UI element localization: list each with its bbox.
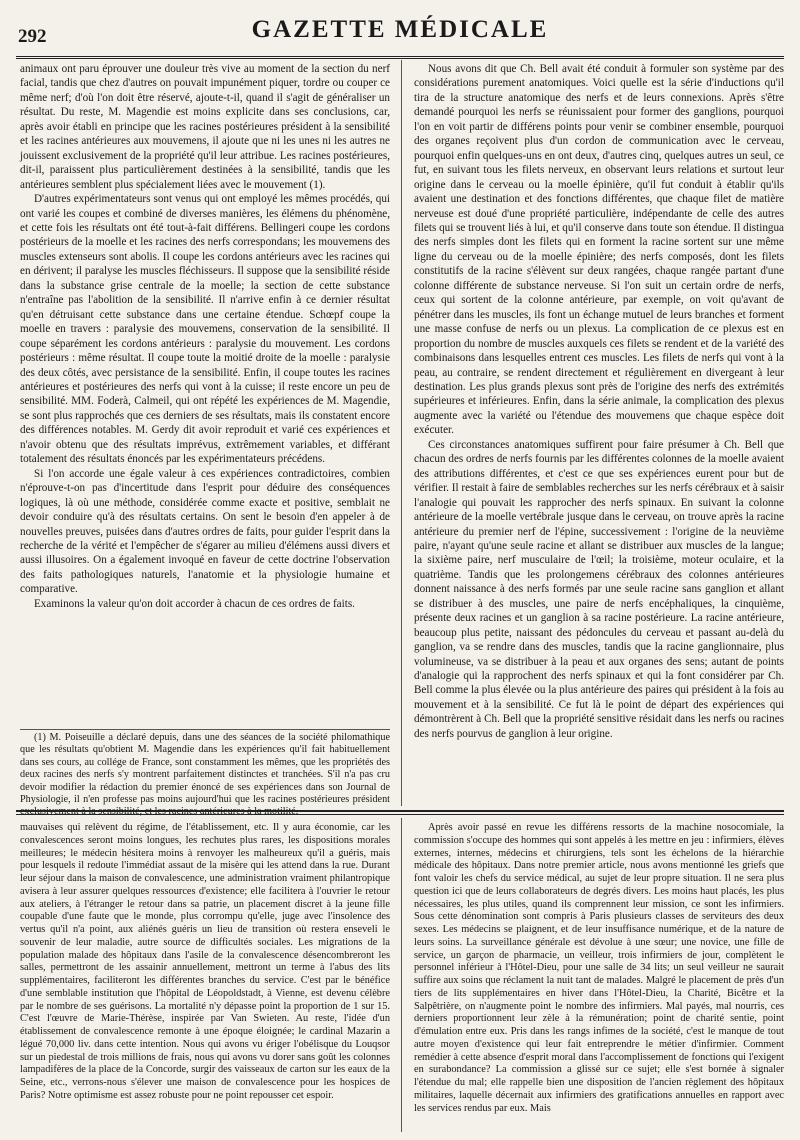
paragraph: Examinons la valeur qu'on doit accorder à chacun de ces ordres de faits. <box>34 597 355 610</box>
paragraph: animaux ont paru éprouver une douleur très vive au moment de la section du nerf facial, tandis que chez d'autres on pouvait impunément piquer, tordre ou couper ce même nerf; d'où l'on doit être réservé, ajoute-t-il, quand il s'agit de généraliser un résultat. Du reste, M. Magendie est moins explicite dans ses conclusions, car, après avoir établi en principe que les racines postérieures président à la sensibilité et les racines antérieures aux mouvemens, il ajoute que ni les unes ni les autres ne jouissent exclusivement de la propriété qu'il leur attribue. Les racines postérieures, dit-il, paraissent plus particulièrement destinées à la sensibilité, tandis que les antérieures semblent plus spécialement liées avec le mouvement (1). <box>20 63 390 191</box>
paragraph: Après avoir passé en revue les différens ressorts de la machine nosocomiale, la commission s'occupe des hommes qui sont appelés à les mettre en jeu : infirmiers, élèves externes, internes, médecins et chirurgiens, tels sont les échelons de la hiérarchie médicale des hôpitaux. Dans notre premier article, nous avons mentionné les griefs que font valoir les chefs du service médical, au sujet de leur propre situation. Il ne sera plus question ici que de leurs collaborateurs de degrés divers. Les moins haut placés, les plus nécessaires, les plus utiles, quand ils comprennent leur mission, ce sont les infirmiers. Sous cette dénomination sont compris à Paris plusieurs classes de serviteurs des deux sexes. Les médecins se plaignent, et de leur insuffisance numérique, et de la nature de leurs soins. La surveillance générale est dévolue à une sœur; une novice, une fille de service, un garçon de pharmacie, un veilleur, trois infirmiers de jour, complètent le personnel inférieur à l'Hôtel-Dieu, pour une salle de 34 lits; un seul veilleur ne saurait suffire aux soins que réclament la nuit tant de malades. Malgré le placement de près d'un tiers de lits supplémentaires en hiver dans l'Hôtel-Dieu, la Charité, Bicêtre et la Salpêtrière, on n'augmente point le nombre des infirmiers. Mal payés, mal nourris, ces derniers proportionnent leur zèle à la rémunération; point de charité sentie, point d'émulation entre eux. Pris dans les rangs infimes de la société, c'est le manque de tout autre moyen d'existence qui leur fait entreprendre le métier d'infirmier. Comment remédier à cette absence d'esprit moral dans l'accomplissement de fonctions qui l'exigent en surabondance? La commission a glissé sur ce sujet; elle s'est bornée à signaler l'étendue du mal; elle rappelle bien une disposition de l'ancien règlement des hôpitaux militaires, laquelle décernait aux infirmiers des gratifications annuelles en rapport avec les services rendus par eux. Mais <box>414 822 784 1114</box>
section-rule <box>16 810 784 812</box>
footnote <box>20 732 390 818</box>
column-right-lower <box>414 822 784 1128</box>
paragraph: mauvaises qui relèvent du régime, de l'établissement, etc. Il y aura économie, car les convalescences seront moins longues, les rechutes plus rares, les dispositions morales meilleures; le médecin hésitera moins à renvoyer les malheureux qu'il a guéris, mais pour lesquels il redoute l'immédiat assaut de la misère qui les attend dans la rue. Durant leur séjour dans la maison de convalescence, une administration vraiment philantropique avisera à leur assurer quelques ressources d'existence; elle facilitera à l'ouvrier le retour aux ateliers, à l'étranger le retour dans sa patrie, un placement discret à la jeune fille coupable d'une faute que le monde, plus corrompu qu'elle, juge avec l'insolence des vertus qu'il n'a point, aux aliénés guéris un lieu de transition où restera enseveli le souvenir de leur maladie, autre source de difficultés sociales. Les migrations de la population malade des hôpitaux dans l'asile de la convalescence désencombreront les salles, permettront de les assainir annuellement, mettront un terme à l'abus des lits supplémentaires, faciliteront les différentes branches du service. C'est par le bénéfice d'une semblable institution que l'hôpital de Léopoldstadt, à Vienne, est devenu célèbre par le nombre de ses guérisons. La mortalité n'y dépasse point la proportion de 1 sur 15. C'est l'œuvre de Marie-Thérèse, inspirée par Van Swieten. Au reste, l'idée d'un établissement de convalescence remonte à une époque éloignée; le cardinal Mazarin a légué 70,000 liv. dans cette intention. Nous qui avons vu ériger l'obélisque du Louqsor sur un piedestal de trois millions de frais, nous qui avons vu dorer sans goût les colonnes lampadifères de la place de la Concorde, surgir des vaisseaux de carton sur les eaux de la Seine, etc., verrons-nous s'élever une maison de convalescence pour les hospices de Paris? Notre optimisme est assez robuste pour ne point repousser cet espoir. <box>20 822 390 1101</box>
section-rule <box>16 814 784 815</box>
paragraph: Nous avons dit que Ch. Bell avait été conduit à formuler son système par des considérations purement anatomiques. Voici quelle est la série d'inductions qu'il tira de la structure anatomique des nerfs et de leurs connexions. Après s'être demandé pourquoi les nerfs se réunissaient pour former des ganglions, pourquoi l'on en voit partir de différens points pour venir se combiner ensemble, pourquoi des organes reçoivent plus d'un cordon de communication avec le cerveau, pourquoi enfin quelques-uns en ont deux, d'autres cinq, quelques autres un seul, ce fut, en suivant tous les filets nerveux, en observant leurs relations et surtout leur origine dans le cerveau ou la moelle épinière, qu'il fut conduit à établir qu'ils avaient une destination et des fonctions différentes, que chaque filet de matière nerveuse est doué d'une propriété particulière, indépendante de celle des autres filets qui se trouvent liés à lui, et qu'il conserve dans toute son étendue. Il distingua des nerfs simples dont les filets qui en forment la racine sortent sur une même ligne du cerveau ou de la moelle épinière; des nerfs composés, dont les filets constitutifs de la racine s'élèvent sur deux rangées, chaque rangée partant d'une colonne différente de substance nerveuse. Si l'on suit un certain ordre de nerfs, ceux qui sortent de la colonne antérieure, par exemple, on voit qu'avant de pénétrer dans les muscles, ils font un échange mutuel de leurs branches et forment une masse confuse de nerfs ou un plexus. La complication de ce plexus est en proportion du nombre de muscles auxquels ces filets se rendent et de la variété des combinaisons dans lesquelles entrent ces muscles. Les filets de nerfs qui vont à la peau, au contraire, se rendent directement et régulièrement en divergeant à leur destination. Les plus grands plexus sont près de l'origine des nerfs des extrémités supérieures et inférieures. Enfin, dans la série animale, la complication des plexus augmente avec la variété ou l'étendue des mouvemens que chaque espèce doit exécuter. <box>414 63 784 437</box>
column-divider <box>401 818 402 1132</box>
paragraph: Si l'on accorde une égale valeur à ces expériences contradictoires, combien n'éprouve-t-on pas d'incertitude dans l'esprit pour déduire des conséquences logiques, là où une méthode, considérée comme exacte et positive, semblait ne devoir conduire qu'à des résultats certains. On sent le besoin d'en appeler à de nouvelles preuves, puisées dans d'autres ordres de faits, pour guider l'esprit dans la recherche de la vérité et l'empêcher de s'égarer au milieu d'élémens aussi divers et aussi illusoires. On a également invoqué en faveur de cette doctrine l'observation des faits pathologiques naturels, l'anatomie et la physiologie humaine et comparative. <box>20 467 390 596</box>
column-right-upper <box>414 62 784 804</box>
page-number: 292 <box>18 26 47 47</box>
column-left-upper <box>20 62 390 730</box>
masthead-title: GAZETTE MÉDICALE <box>251 16 549 43</box>
paragraph: D'autres expérimentateurs sont venus qui ont employé les mêmes procédés, qui ont varié les coupes et combiné de diverses manières, les élémens du phénomène, et cette fois les résultats ont été tout-à-fait différens. Bellingeri coupe les cordons postérieurs de la moelle et les racines des nerfs correspondans; les mouvemens des muscles extenseurs sont abolis. Il coupe les cordons antérieurs avec les racines qui en dérivent; il paralyse les muscles fléchisseurs. Il suppose que la sensibilité réside dans la substance grise centrale de la moelle; la section de cette substance n'entraîne pas l'abolition de la sensibilité. Il n'arrive enfin à ce dernier résultat qu'en détruisant cette substance dans une certaine étendue. Schœpf coupe la moelle en travers : paralysie des mouvemens, conservation de la sensibilité. Il coupe séparément les cordons antérieurs : paralysie du mouvement. Les cordons postérieurs : même résultat. Il coupe toute la moitié droite de la moelle : paralysie des deux côtés, avec persistance de la sensibilité. Enfin, il coupe toutes les racines antérieures et postérieures des nerfs qui vont à la cuisse; il reste encore un peu de sensibilité. MM. Foderà, Calmeil, qui ont répété les expériences de M. Magendie, se sont plus rapprochés que ces derniers de ses résultats, mais ils constatent encore des différences notables. M. Gerdy dit avoir reproduit et varié ces expériences et n'avoir obtenu que des résultats imprévus, extrêmement variables, et différant totalement des résultats énoncés par les expérimentateurs précédens. <box>20 193 390 466</box>
column-left-lower <box>20 822 390 1128</box>
footnote-text: (1) M. Poiseuille a déclaré depuis, dans une des séances de la société philomathique que les résultats qu'obtient M. Magendie dans les expériences qu'il fait habituellement dans ses cours, au collége de France, sont constamment les mêmes, que les propriétés des deux racines des nerfs s'y montrent parfaitement distinctes et tranchées. S'il n'a pas cru devoir modifier la rédaction du premier énoncé de ses expériences dans son Journal de Physiologie, il n'en professe pas moins aujourd'hui que les racines postérieures président exclusivement à la sensibilité, et les racines antérieures à la motilité. <box>20 732 390 818</box>
page-header <box>16 10 784 50</box>
header-rule <box>16 56 784 59</box>
paragraph: Ces circonstances anatomiques suffirent pour faire présumer à Ch. Bell que chacun des ordres de nerfs fournis par les différentes colonnes de la moelle avaient des attributions différentes, et c'est ce que ses expériences eurent pour but de vérifier. Il restait à faire de semblables recherches sur les nerfs cérébraux et à saisir l'analogie qui pouvait les rapprocher des nerfs spinaux. En suivant la colonne antérieure de la moelle vertébrale jusque dans le cerveau, on trouve après la racine antérieure du premier nerf de l'épine, successivement : l'origine de la neuvième paire, n'ayant qu'une seule racine et allant se distribuer aux muscles de la langue; la sixième paire, nerf musculaire de l'œil; la troisième, moteur oculaire, et la quatrième. Tandis que les prolongemens cérébraux des colonnes antérieures donnent naissance à des nerfs formés par une seule racine sans ganglion et allant se distribuer à des muscles, une paire de nerfs encéphaliques, la cinquième, présente deux racines et un ganglion à sa racine postérieure. La racine antérieure, beaucoup plus petite, naissant des pédoncules du cerveau et passant au-delà du ganglion, va se rendre dans des muscles, tandis que la racine ganglionnaire, plus volumineuse, va se distribuer à la peau et aux organes des sens; autant de points d'analogie qui la rapprochent des nerfs spinaux et qui la font considérer par Ch. Bell comme la plus élevée ou la plus antérieure des paires qui président à la fois au mouvement et à la sensibilité. Ce fut là le point de départ des expériences qui démontrèrent à Ch. Bell que la propriété sensitive résidait dans les nerfs ou racines des nerfs pourvus de ganglion à leur origine. <box>414 438 784 740</box>
footnote-rule <box>20 729 390 730</box>
column-divider <box>401 60 402 806</box>
